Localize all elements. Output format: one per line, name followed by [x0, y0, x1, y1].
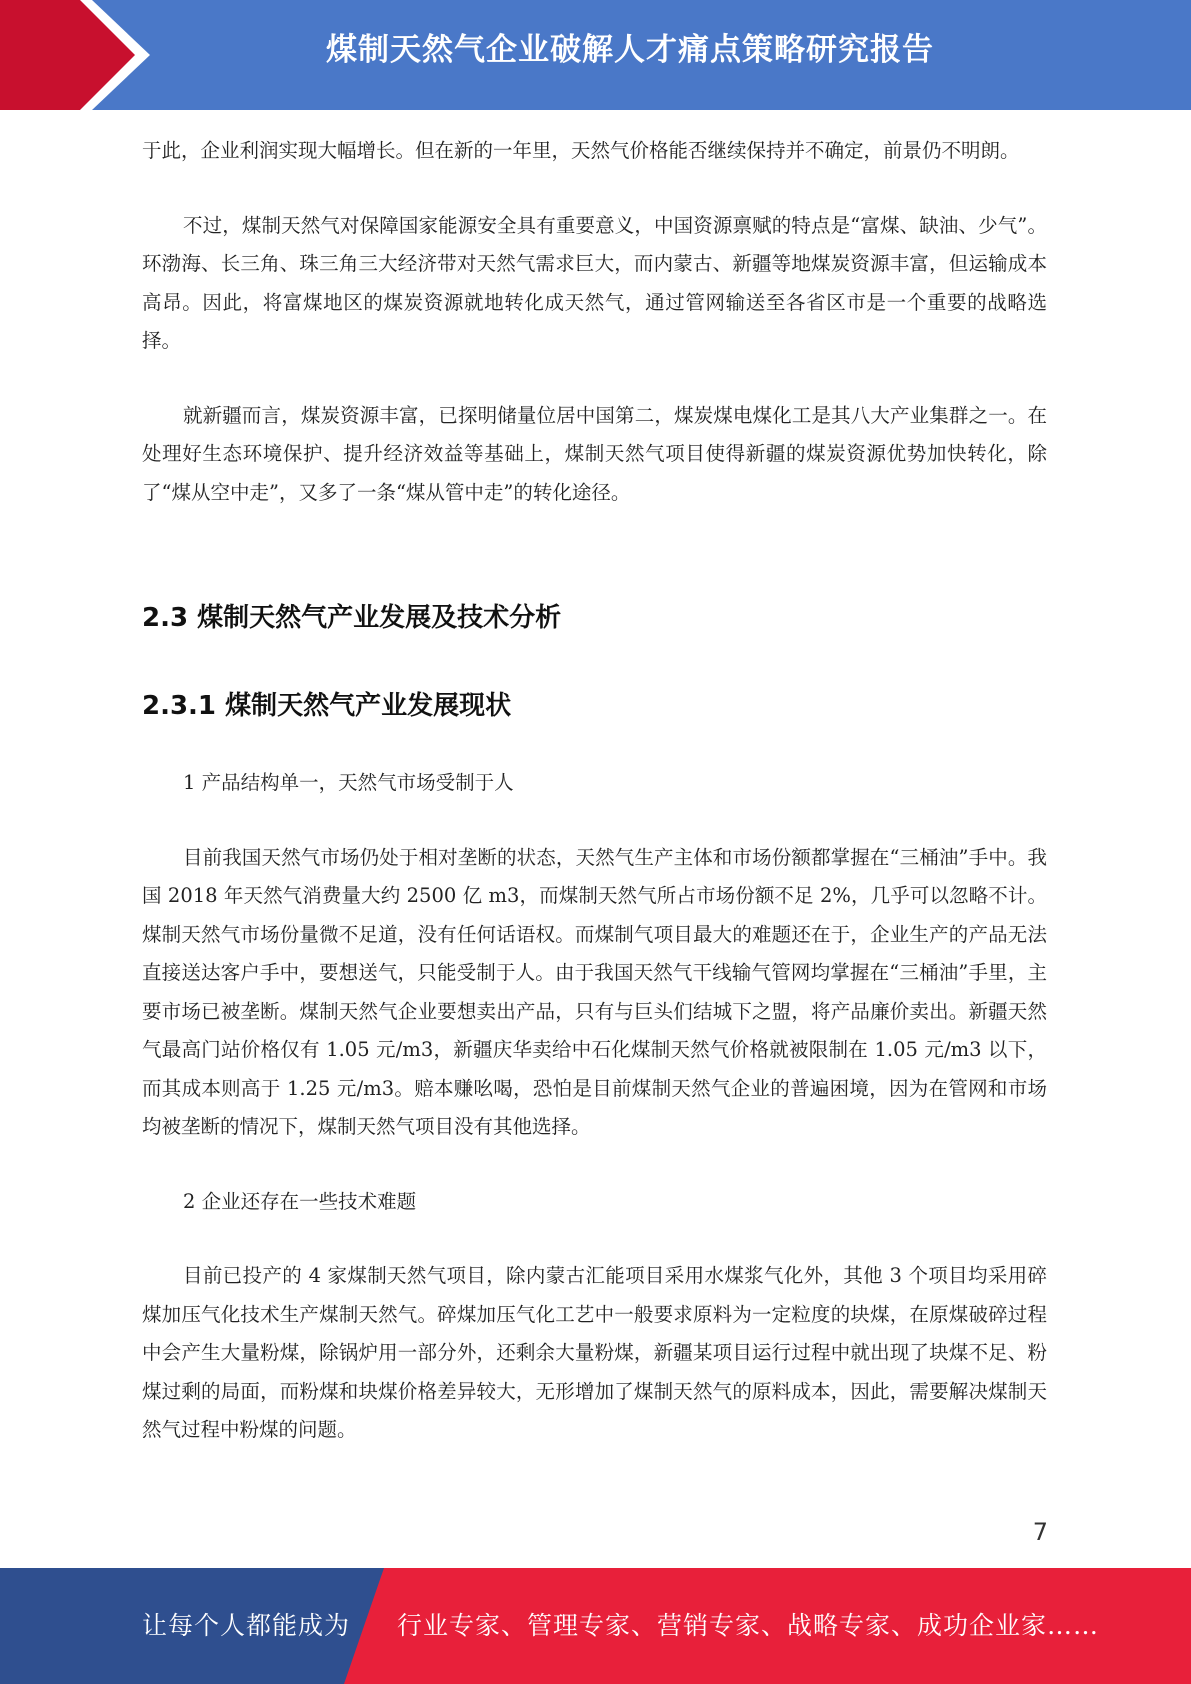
subheading-2: 2 企业还存在一些技术难题 [183, 1189, 417, 1213]
section-heading-2-3: 2.3 煤制天然气产业发展及技术分析 [142, 603, 562, 633]
paragraph-4: 目前我国天然气市场仍处于相对垄断的状态，天然气生产主体和市场份额都掌握在“三桶油”手中。我国 2018 年天然气消费量大约 2500 亿 m3，而煤制天然气所占市场份额不足 2%，几乎可以忽略不计。煤制天然气市场份量微不足道，没有任何话语权。而煤制气项目最大的难题还在于，企业生产的产品无法直接送达客户手中，要想送气，只能受制于人。由于我国天然气干线输气管网均掌握在“三桶油”手里，主要市场已被垄断。煤制天然气企业要想卖出产品，只有与巨头们结城下之盟，将产品廉价卖出。新疆天然气最高门站价格仅有 1.05 元/m3，新疆庆华卖给中石化煤制天然气价格就被限制在 1.05 元/m3 以下，而其成本则高于 1.25 元/m3。赔本赚吆喝，恐怕是目前煤制天然气企业的普遍困境，因为在管网和市场均被垄断的情况下，煤制天然气项目没有其他选择。 [142, 845, 1047, 1138]
page-header [0, 0, 1191, 110]
subheading-1: 1 产品结构单一，天然气市场受制于人 [183, 771, 514, 794]
header-title: 煤制天然气企业破解人才痛点策略研究报告 [326, 32, 934, 68]
page-number: 7 [1032, 1518, 1048, 1546]
paragraph-2: 不过，煤制天然气对保障国家能源安全具有重要意义，中国资源禀赋的特点是“富煤、缺油、少气”。环渤海、长三角、珠三角三大经济带对天然气需求巨大，而内蒙古、新疆等地煤炭资源丰富，但运输成本高昂。因此，将富煤地区的煤炭资源就地转化成天然气，通过管网输送至各省区市是一个重要的战略选择。 [142, 213, 1047, 352]
page-footer [0, 1568, 1191, 1684]
paragraph-1: 于此，企业利润实现大幅增长。但在新的一年里，天然气价格能否继续保持并不确定，前景仍不明朗。 [142, 139, 1020, 162]
document-body [142, 132, 1047, 1450]
footer-slogan-right: 行业专家、管理专家、营销专家、战略专家、成功企业家…… [397, 1611, 1100, 1640]
section-heading-2-3-1: 2.3.1 煤制天然气产业发展现状 [142, 691, 512, 721]
paragraph-3: 就新疆而言，煤炭资源丰富，已探明储量位居中国第二，煤炭煤电煤化工是其八大产业集群之一。在处理好生态环境保护、提升经济效益等基础上，煤制天然气项目使得新疆的煤炭资源优势加快转化，除了“煤从空中走”，又多了一条“煤从管中走”的转化途径。 [142, 403, 1047, 504]
paragraph-5: 目前已投产的 4 家煤制天然气项目，除内蒙古汇能项目采用水煤浆气化外，其他 3 个项目均采用碎煤加压气化技术生产煤制天然气。碎煤加压气化工艺中一般要求原料为一定粒度的块煤，在原煤破碎过程中会产生大量粉煤，除锅炉用一部分外，还剩余大量粉煤，新疆某项目运行过程中就出现了块煤不足、粉煤过剩的局面，而粉煤和块煤价格差异较大，无形增加了煤制天然气的原料成本，因此，需要解决煤制天然气过程中粉煤的问题。 [142, 1264, 1047, 1441]
footer-slogan-left: 让每个人都能成为 [142, 1611, 351, 1640]
